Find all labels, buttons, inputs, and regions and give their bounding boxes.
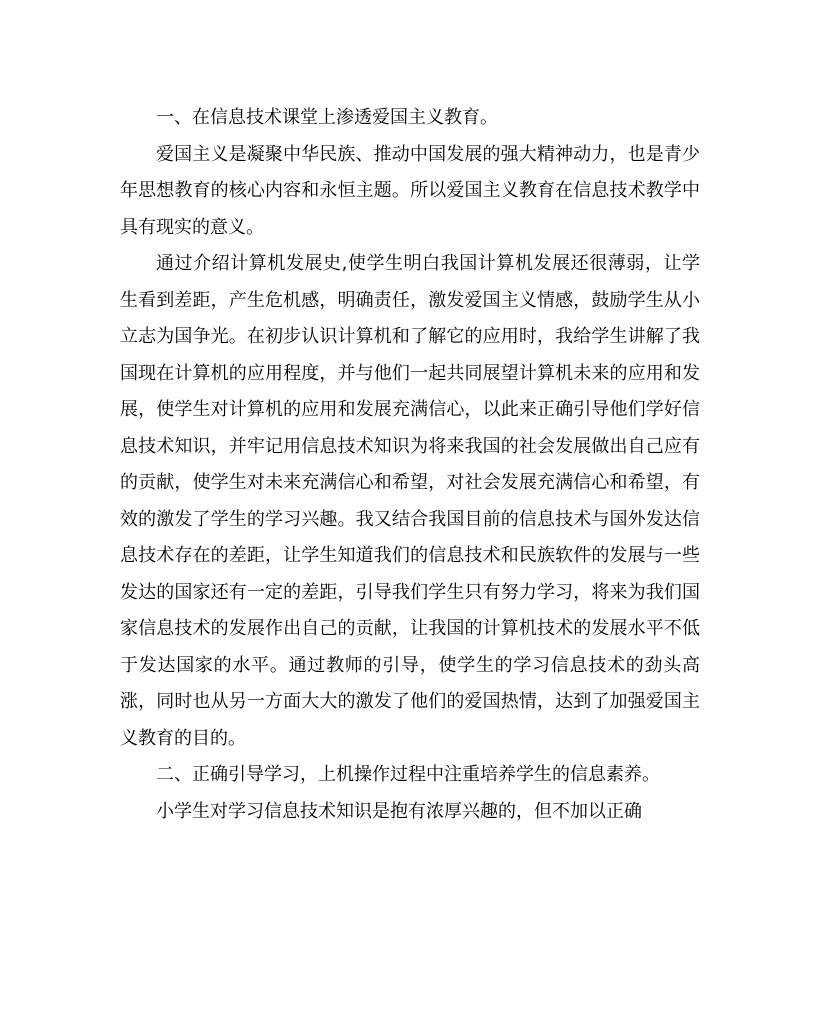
section-heading-1: 一、在信息技术课堂上渗透爱国主义教育。 <box>156 107 498 128</box>
document-body <box>120 100 700 830</box>
paragraph-computer-history: 通过介绍计算机发展史,使学生明白我国计算机发展还很薄弱，让学生看到差距，产生危机感，明确责任，激发爱国主义情感，鼓励学生从小立志为国争光。在初步认识计算机和了解它的应用时，我给学生讲解了我国现在计算机的应用程度，并与他们一起共同展望计算机未来的应用和发展，使学生对计算机的应用和发展充满信心，以此来正确引导他们学好信息技术知识，并牢记用信息技术知识为将来我国的社会发展做出自己应有的贡献，使学生对未来充满信心和希望，对社会发展充满信心和希望，有效的激发了学生的学习兴趣。我又结合我国目前的信息技术与国外发达信息技术存在的差距，让学生知道我们的信息技术和民族软件的发展与一些发达的国家还有一定的差距，引导我们学生只有努力学习，将来为我们国家信息技术的发展作出自己的贡献，让我国的计算机技术的发展水平不低于发达国家的水平。通过教师的引导，使学生的学习信息技术的劲头高涨，同时也从另一方面大大的激发了他们的爱国热情，达到了加强爱国主义教育的目的。 <box>120 253 700 749</box>
paragraph-guidance: 小学生对学习信息技术知识是抱有浓厚兴趣的，但不加以正确 <box>156 800 642 822</box>
section-heading-2: 二、正确引导学习，上机操作过程中注重培养学生的信息素养。 <box>156 764 660 785</box>
paragraph-patriotism-intro: 爱国主义是凝聚中华民族、推动中国发展的强大精神动力，也是青少年思想教育的核心内容和永恒主题。所以爱国主义教育在信息技术教学中具有现实的意义。 <box>120 143 700 238</box>
